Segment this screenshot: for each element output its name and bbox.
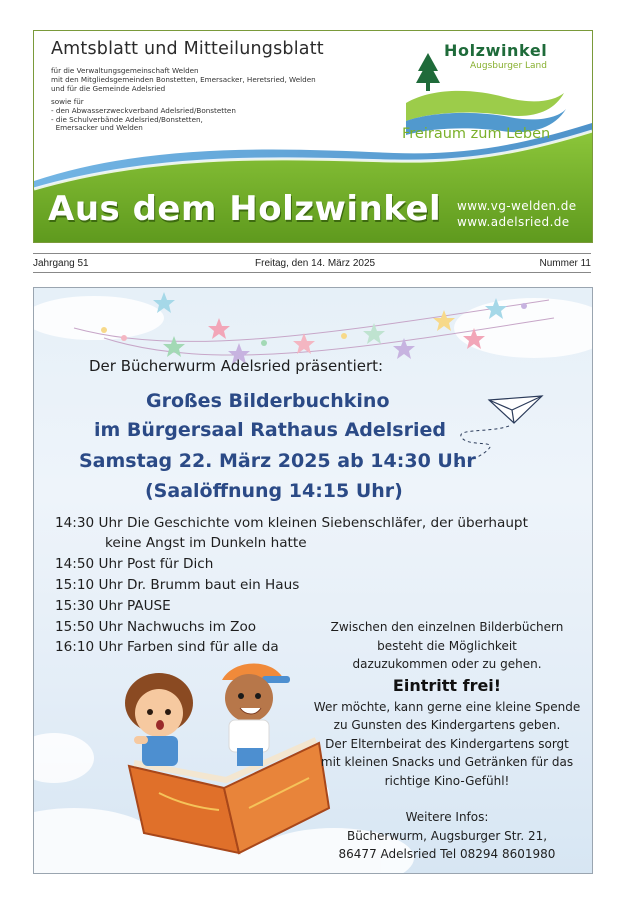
boy-character-illustration <box>222 664 290 767</box>
star-decoration <box>363 323 385 344</box>
subtitle-line: - den Abwasserzweckverband Adelsried/Bonstetten <box>51 105 236 115</box>
schedule-item: 14:50 Uhr Post für Dich <box>55 556 214 572</box>
subtitle-line: für die Verwaltungsgemeinschaft Welden <box>51 66 199 75</box>
note-line: Zwischen den einzelnen Bilderbüchern <box>330 620 564 634</box>
brand-slogan: Freiraum zum Leben <box>402 126 551 142</box>
website-link[interactable]: www.adelsried.de <box>457 215 570 229</box>
poster-location: im Bürgersaal Rathaus Adelsried <box>94 419 446 441</box>
note-line: dazuzukommen oder zu gehen. <box>352 657 542 671</box>
star-decoration <box>163 336 185 357</box>
brand-logo-name: Holzwinkel <box>444 41 548 60</box>
masthead <box>33 30 593 243</box>
donation-line: zu Gunsten des Kindergartens geben. <box>333 718 561 732</box>
issue-date: Freitag, den 14. März 2025 <box>255 258 376 269</box>
donation-line: Wer möchte, kann gerne eine kleine Spende <box>313 699 581 714</box>
girl-character-illustration <box>125 673 193 766</box>
gazette-subtitle <box>51 67 316 133</box>
schedule-item: 14:30 Uhr Die Geschichte vom kleinen Siebenschläfer, der überhaupt <box>55 515 528 531</box>
poster-headline: Großes Bilderbuchkino <box>146 390 390 412</box>
poster-date: Samstag 22. März 2025 ab 14:30 Uhr <box>79 450 476 472</box>
divider <box>33 272 591 273</box>
donation-line: richtige Kino-Gefühl! <box>384 773 510 788</box>
subtitle-line: - die Schulverbände Adelsried/Bonstetten, <box>51 114 203 124</box>
contact-line: Weitere Infos: <box>405 810 489 824</box>
subtitle-line: und für die Gemeinde Adelsried <box>51 83 166 93</box>
subtitle-line: Emersacker und Welden <box>51 123 143 133</box>
star-decoration <box>393 338 415 359</box>
poster-doors-open: (Saalöffnung 14:15 Uhr) <box>145 480 403 502</box>
star-decoration <box>433 310 455 331</box>
donation-line: mit kleinen Snacks und Getränken für das <box>320 755 574 769</box>
donation-line: Der Elternbeirat des Kindergartens sorgt <box>325 736 569 751</box>
schedule-item: 15:50 Uhr Nachwuchs im Zoo <box>55 619 257 635</box>
subtitle-line: mit den Mitgliedsgemeinden Bonstetten, Emersacker, Heretsried, Welden <box>51 74 316 84</box>
note-line: besteht die Möglichkeit <box>377 638 517 653</box>
subtitle-line: sowie für <box>51 96 84 106</box>
schedule-item: 15:10 Uhr Dr. Brumm baut ein Haus <box>55 577 300 593</box>
paper-plane-icon <box>489 396 542 423</box>
publication-title: Aus dem Holzwinkel <box>48 189 442 229</box>
schedule-item: 16:10 Uhr Farben sind für alle da <box>55 639 279 655</box>
gazette-title: Amtsblatt und Mitteilungsblatt <box>51 39 324 59</box>
divider <box>33 253 591 254</box>
poster-info-block <box>302 618 592 864</box>
issue-number: Nummer 11 <box>539 258 591 269</box>
brand-logo-region: Augsburger Land <box>470 61 547 71</box>
free-entry-label: Eintritt frei! <box>392 675 502 695</box>
event-poster <box>33 287 593 874</box>
issue-volume: Jahrgang 51 <box>33 258 89 269</box>
contact-line: Bücherwurm, Augsburger Str. 21, <box>346 828 548 843</box>
poster-presenter-line: Der Bücherwurm Adelsried präsentiert: <box>89 357 384 375</box>
contact-line: 86477 Adelsried Tel 08294 8601980 <box>338 847 556 861</box>
website-link[interactable]: www.vg-welden.de <box>457 199 577 213</box>
schedule-item: 15:30 Uhr PAUSE <box>55 598 171 614</box>
star-decoration <box>208 318 230 339</box>
schedule-item: keine Angst im Dunkeln hatte <box>105 535 307 551</box>
